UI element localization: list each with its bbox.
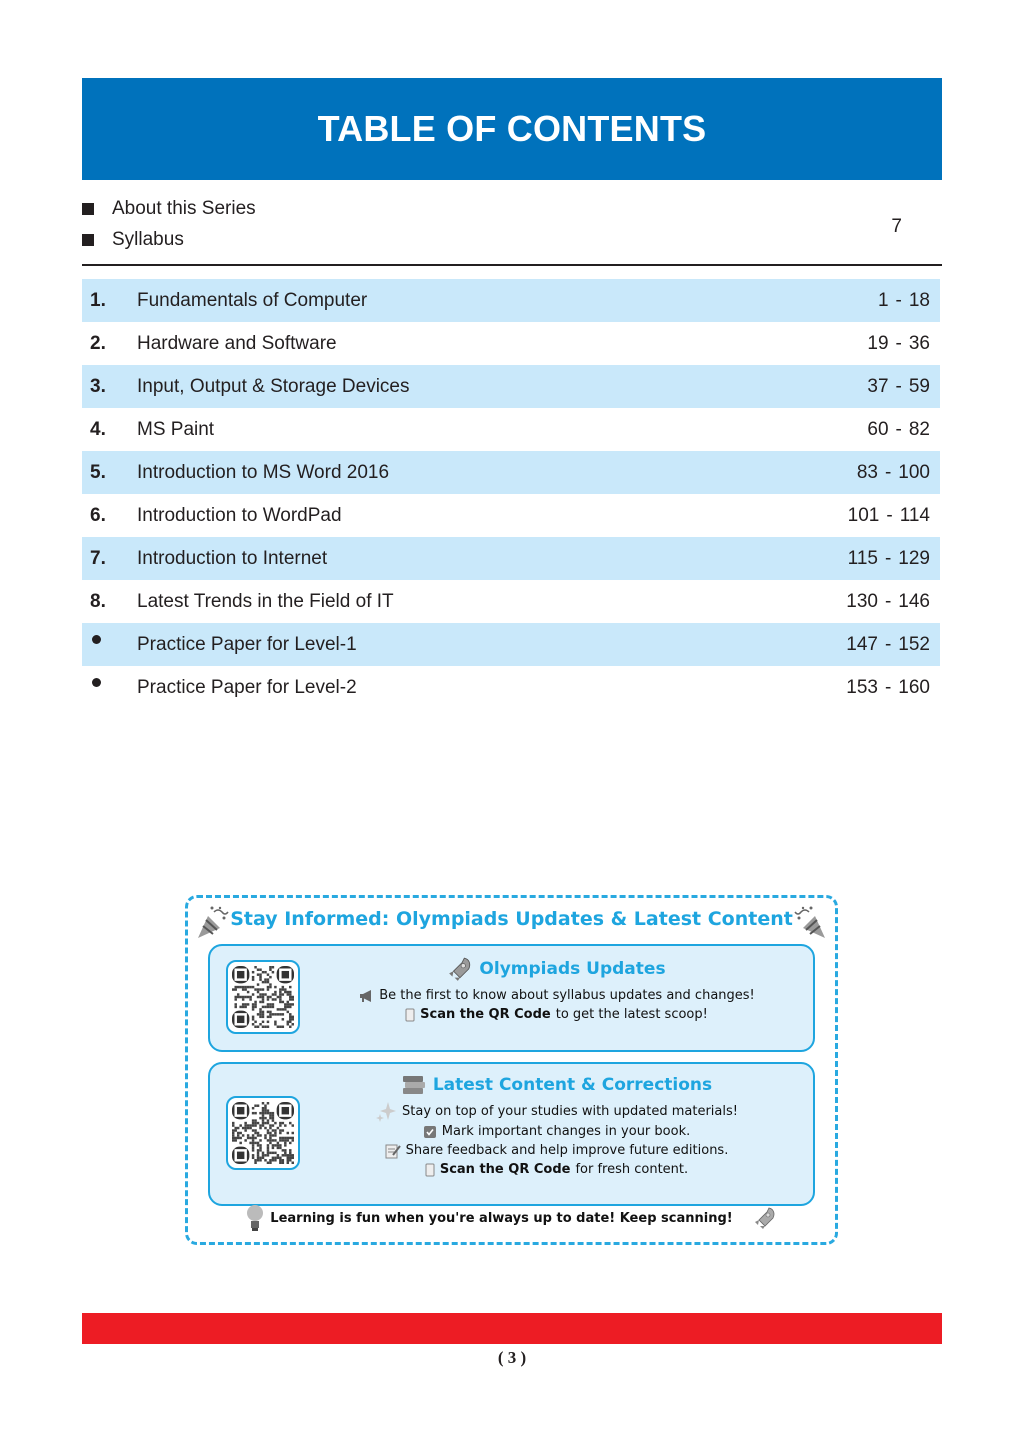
footer-text: Learning is fun when you're always up to date! Keep scanning! <box>270 1210 733 1226</box>
page-from: 115 <box>847 547 878 569</box>
toc-row[interactable] <box>82 494 940 537</box>
page-range <box>848 548 930 570</box>
prelim-section <box>82 196 942 260</box>
page-from: 37 <box>867 375 889 397</box>
toc-row[interactable] <box>82 537 940 580</box>
chapter-title: Fundamentals of Computer <box>137 289 368 311</box>
toc-row[interactable] <box>82 408 940 451</box>
page-range <box>846 591 930 613</box>
page-from: 1 <box>877 289 889 311</box>
prelim-item[interactable] <box>82 229 184 251</box>
phone-icon <box>425 1163 435 1177</box>
qr-code-icon <box>232 966 294 1028</box>
page-from: 130 <box>846 590 878 612</box>
updates-footer <box>188 1204 835 1232</box>
page-to: 146 <box>898 590 930 612</box>
prelim-label: Syllabus <box>112 229 184 250</box>
page-from: 60 <box>867 418 889 440</box>
bullet-icon <box>82 677 137 699</box>
chapter-number: 8. <box>90 590 106 612</box>
card-title: Olympiads Updates <box>479 959 666 979</box>
page-title: TABLE OF CONTENTS <box>317 108 707 149</box>
bullet-icon <box>82 634 137 656</box>
page-range <box>878 290 930 312</box>
toc-list <box>82 279 940 709</box>
page-from: 153 <box>846 676 878 698</box>
megaphone-icon <box>358 988 374 1004</box>
page-range <box>857 462 930 484</box>
page-range <box>846 677 930 699</box>
latest-content-card <box>208 1062 815 1206</box>
chapter-number: 1. <box>90 289 106 311</box>
page-range <box>867 333 930 355</box>
chapter-title: MS Paint <box>137 418 215 440</box>
toc-row[interactable] <box>82 623 940 666</box>
page-range <box>848 505 930 527</box>
chapter-number: 6. <box>90 504 106 526</box>
card-text: for fresh content. <box>575 1162 689 1177</box>
card-text: Mark important changes in your book. <box>441 1124 691 1139</box>
rocket-icon <box>447 956 473 982</box>
toc-row[interactable] <box>82 666 940 709</box>
chapter-number: 3. <box>90 375 106 397</box>
prelim-page-number: 7 <box>891 216 902 237</box>
page-from: 147 <box>846 633 878 655</box>
range-separator: - <box>884 461 892 483</box>
chapter-title: Practice Paper for Level-1 <box>137 633 357 655</box>
toc-row[interactable] <box>82 451 940 494</box>
range-separator: - <box>895 289 902 311</box>
chapter-number: 5. <box>90 461 106 483</box>
chapter-title: Introduction to MS Word 2016 <box>137 461 390 483</box>
toc-row[interactable] <box>82 322 940 365</box>
phone-icon <box>405 1008 415 1022</box>
footer-bar <box>82 1313 942 1344</box>
books-icon <box>401 1074 427 1096</box>
page-to: 114 <box>899 504 930 526</box>
range-separator: - <box>895 332 902 354</box>
square-bullet-icon <box>82 234 94 246</box>
checkbox-icon <box>423 1125 437 1139</box>
updates-box <box>185 895 838 1245</box>
qr-code-icon <box>232 1102 294 1164</box>
toc-row[interactable] <box>82 580 940 623</box>
page-to: 18 <box>908 289 930 311</box>
card-text: Share feedback and help improve future editions. <box>405 1143 729 1158</box>
toc-row[interactable] <box>82 279 940 322</box>
page-range <box>867 376 930 398</box>
chapter-title: Hardware and Software <box>137 332 337 354</box>
chapter-title: Practice Paper for Level-2 <box>137 676 357 698</box>
prelim-item[interactable] <box>82 198 256 220</box>
chapter-number: 2. <box>90 332 106 354</box>
divider <box>82 264 942 266</box>
square-bullet-icon <box>82 203 94 215</box>
page-to: 59 <box>908 375 930 397</box>
range-separator: - <box>895 418 902 440</box>
page-range <box>846 634 930 656</box>
party-popper-icon <box>793 904 829 940</box>
page-to: 100 <box>898 461 930 483</box>
title-banner <box>82 78 942 180</box>
range-separator: - <box>884 633 892 655</box>
card-text: to get the latest scoop! <box>555 1007 708 1022</box>
chapter-title: Introduction to Internet <box>137 547 328 569</box>
card-text: Be the first to know about syllabus updates and changes! <box>379 988 755 1003</box>
chapter-number: 4. <box>90 418 106 440</box>
updates-heading: Stay Informed: Olympiads Updates & Latest Content <box>230 908 793 930</box>
page-range <box>867 419 930 441</box>
olympiads-updates-card <box>208 944 815 1052</box>
page-from: 101 <box>847 504 880 526</box>
card-text-bold: Scan the QR Code <box>439 1162 571 1177</box>
prelim-label: About this Series <box>112 198 256 219</box>
chapter-title: Latest Trends in the Field of IT <box>137 590 394 612</box>
qr-code[interactable] <box>226 1096 300 1170</box>
chapter-title: Input, Output & Storage Devices <box>137 375 410 397</box>
card-text-bold: Scan the QR Code <box>420 1007 551 1022</box>
lightbulb-icon <box>246 1204 264 1232</box>
rocket-icon <box>753 1206 777 1230</box>
page-to: 82 <box>908 418 930 440</box>
page-number: ( 3 ) <box>497 1348 527 1367</box>
range-separator: - <box>884 547 892 569</box>
memo-icon <box>385 1143 401 1159</box>
chapter-number: 7. <box>90 547 106 569</box>
sparkles-icon <box>375 1100 397 1122</box>
range-separator: - <box>884 676 892 698</box>
card-title: Latest Content & Corrections <box>432 1075 713 1095</box>
page-to: 129 <box>898 547 930 569</box>
page-to: 36 <box>908 332 930 354</box>
page-from: 83 <box>856 461 878 483</box>
page-from: 19 <box>867 332 889 354</box>
chapter-title: Introduction to WordPad <box>137 504 342 526</box>
card-text: Stay on top of your studies with updated materials! <box>402 1103 738 1119</box>
range-separator: - <box>895 375 902 397</box>
page-to: 152 <box>898 633 930 655</box>
page-to: 160 <box>898 676 930 698</box>
toc-row[interactable] <box>82 365 940 408</box>
range-separator: - <box>886 504 893 526</box>
qr-code[interactable] <box>226 960 300 1034</box>
range-separator: - <box>884 590 892 612</box>
